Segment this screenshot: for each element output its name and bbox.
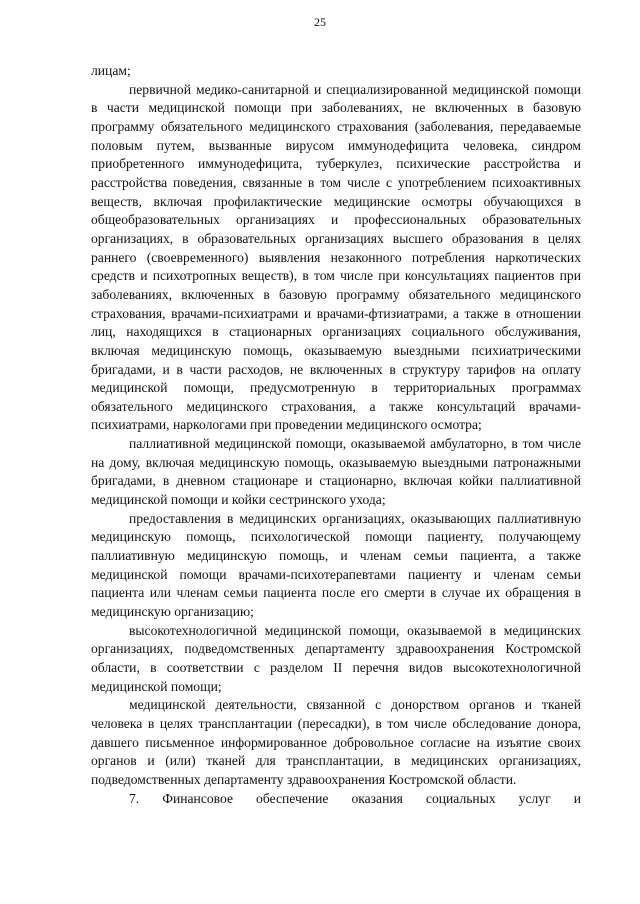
- paragraph-palliative-care: паллиативной медицинской помощи, оказываемой амбулаторно, в том числе на дому, включая медицинскую помощь, оказываемую выездными патронажными бригадами, в дневном стационаре и стационарно, включая койки паллиативной медицинской помощи и койки сестринского ухода;: [91, 436, 581, 508]
- paragraph-item-7: 7. Финансовое обеспечение оказания социальных услуг и: [129, 790, 581, 806]
- page-number: 25: [314, 15, 326, 29]
- document-body: [91, 62, 581, 808]
- paragraph-transplantation: медицинской деятельности, связанной с донорством органов и тканей человека в целях трансплантации (пересадки), в том числе обследование донора, давшего письменное информированное добровольное согласие на изъятие своих органов и (или) тканей для трансплантации, в медицинских организациях, подведомственных департаменту здравоохранения Костромской области.: [91, 697, 581, 787]
- paragraph-psychological-help: предоставления в медицинских организациях, оказывающих паллиативную медицинскую помощь, психологической помощи пациенту, получающему паллиативную медицинскую помощь, и членам семьи пациента, а также медицинской помощи врачами-психотерапевтами пациенту и членам семьи пациента или членам семьи пациента после его смерти в случае их обращения в медицинскую организацию;: [91, 510, 581, 620]
- paragraph-continuation: лицам;: [91, 63, 131, 78]
- paragraph-primary-care: первичной медико-санитарной и специализированной медицинской помощи в части медицинской помощи при заболеваниях, не включенных в базовую программу обязательного медицинского страхования (заболевания, передаваемые половым путем, вызванные вирусом иммунодефицита человека, синдром приобретенного иммунодефицита, туберкулез, психические расстройства и расстройства поведения, связанные в том числе с употреблением психоактивных веществ, включая профилактические медицинские осмотры обучающихся в общеобразовательных организациях и профессиональных образовательных организациях, в образовательных организациях высшего образования в целях раннего (своевременного) выявления незаконного потребления наркотических средств и психотропных веществ), в том числе при консультациях пациентов при заболеваниях, включенных в базовую программу обязательного медицинского страхования, врачами-психиатрами и врачами-фтизиатрами, а также в отношении лиц, находящихся в стационарных организациях социального обслуживания, включая медицинскую помощь, оказываемую выездными психиатрическими бригадами, и в части расходов, не включенных в структуру тарифов на оплату медицинской помощи, предусмотренную в территориальных программах обязательного медицинского страхования, а также консультаций врачами-психиатрами, наркологами при проведении медицинского осмотра;: [91, 81, 581, 433]
- paragraph-high-tech-care: высокотехнологичной медицинской помощи, оказываемой в медицинских организациях, подведомственных департаменту здравоохранения Костромской области, в соответствии с разделом II перечня видов высокотехнологичной медицинской помощи;: [91, 622, 581, 694]
